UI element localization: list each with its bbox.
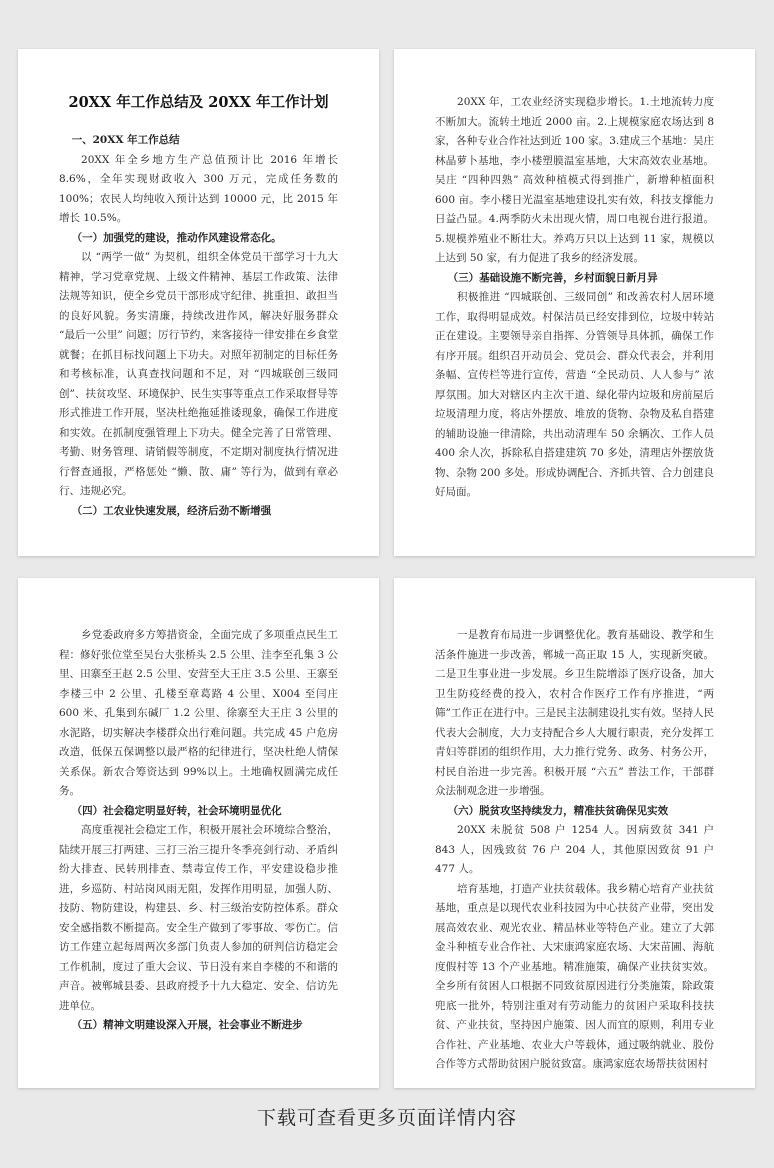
document-page-3	[18, 578, 379, 1088]
subsection-heading: （三）基础设施不断完善，乡村面貌日新月异	[447, 271, 658, 284]
document-page-2	[394, 49, 755, 556]
paragraph: 20XX 年，工农业经济实现稳步增长。1.土地流转力度不断加大。流转土地近 2000 亩。2.上规模家庭农场达到 8 家，各种专业合作社达到近 100 家。3.建成三个基地：吴庄林晶萝卜基地，李小楼塑膜温室基地，大宋高效农业基地。吴庄 “四种四熟” 高效种植模式得到推广，新增种植面积 600 亩。李小楼日光温室基地建设扎实有效，科技支撑能力日益凸显。4.两季防火未出现火情，周口电视台进行报道。5.规模养殖业不断壮大。养鸡万只以上达到 11 家，规模以上达到 50 家，有力促进了我乡的经济发展。	[435, 96, 714, 264]
subsection-heading: （五）精神文明建设深入开展，社会事业不断进步	[71, 1019, 303, 1031]
paragraph: 以 “两学一做” 为契机，组织全体党员干部学习十九大精神，学习党章党规、上级文件精神、基层工作政策、法律法规等知识，使全乡党员干部形成守纪律、挑重担、敢担当的良好风貌。务实清廉，持续改进作风，解决好服务群众 “最后一公里” 问题；厉行节约，来客接待一律安排在乡食堂就餐；在抓目标找问题上下功夫。对照年初制定的目标任务和考核标准，认真查找问题和不足，对 “四城联创三级同创”、扶贫攻坚、环境保护、民生实事等重点工作采取督导等形式推进工作开展，坚决杜绝拖延推诿现象，确保工作进度和实效。在抓制度强管理上下功夫。健全完善了日常管理、考勤、财务管理、请销假等制度，不定期对制度执行情况进行督查通报，严格惩处 “懒、散、庸” 等行为，做到有章必行、违规必究。	[59, 251, 338, 497]
download-more-link[interactable]: 下载可查看更多页面详情内容	[256, 1107, 517, 1129]
paragraph: 培育基地，打造产业扶贫载体。我乡精心培育产业扶贫基地，重点是以现代农业科技园为中心扶贫产业带，突出发展高效农业、观光农业、精品林业等特色产业。建立了大郭金斗种植专业合作社、大宋康鸿家庭农场、大宋苗圃、海航度假村等 13 个产业基地。精准施策，确保产业扶贫实效。全乡所有贫困人口根据不同致贫原因进行分类施策，除政策兜底一批外，特别注重对有劳动能力的贫困户采取科技扶贫、产业扶贫，坚持因户施策、因人而宜的原则，利用专业合作社、产业基地、农业大户等载体，通过吸纳就业、股份合作等方式帮助贫困户脱贫致富。康鸿家庭农场帮扶贫困村	[435, 882, 714, 1070]
paragraph: 20XX 未脱贫 508 户 1254 人。因病致贫 341 户 843 人，因残致贫 76 户 204 人，其他原因致贫 91 户 477 人。	[435, 824, 714, 875]
section-heading: 一、20XX 年工作总结	[71, 134, 180, 146]
paragraph: 一是教育布局进一步调整优化。教育基础设、教学和生活条件施进一步改善，郸城一高正取 15 人，实现新突破。二是卫生事业进一步发展。乡卫生院增添了医疗设备，加大卫生防疫经费的投入，农村合作医疗工作有序推进，“两筛”工作正在进行中。三是民主法制建设扎实有效。坚持人民代表大会制度，大力支持配合乡人大履行职责，充分发挥工青妇等群团的组织作用，大力推行党务、政务、村务公开，村民自治进一步完善。积极开展 “六五” 普法工作，干部群众法制观念进一步增强。	[435, 629, 714, 797]
document-page-1	[18, 49, 379, 556]
subsection-heading: （四）社会稳定明显好转，社会环境明显优化	[71, 804, 282, 817]
paragraph: 20XX 年全乡地方生产总值预计比 2016 年增长 8.6%，全年实现财政收入 300 万元，完成任务数的 100%；农民人均纯收入预计达到 10000 元，比 2015 年增长 10.5%。	[59, 153, 338, 224]
document-title: 20XX 年工作总结及 20XX 年工作计划	[68, 94, 329, 111]
subsection-heading: （二）工农业快速发展，经济后劲不断增强	[71, 504, 272, 517]
paragraph: 高度重视社会稳定工作，积极开展社会环境综合整治，陆续开展三打两建、三打三治三提升冬季亮剑行动、矛盾纠纷大排查、民转刑排查、禁毒宣传工作，平安建设稳步推进，乡巡防、村站岗风雨无阻，发挥作用明显，加强人防、技防、物防建设，构建县、乡、村三级治安防控体系。群众安全感指数不断提高。安全生产做到了零事故、零伤亡。信访工作建立起每周两次多部门负责人参加的研判信访稳定会工作机制，度过了重大会议、节日没有来自李楼的不和谐的声音。被郸城县委、县政府授予十九大稳定、安全、信访先进单位。	[59, 824, 338, 1012]
document-page-4	[394, 578, 755, 1088]
paragraph: 积极推进 “四城联创、三级同创” 和改善农村人居环境工作，取得明显成效。村保洁员已经安排到位，垃圾中转站正在建设。主要领导亲自指挥、分管领导具体抓，确保工作有序开展。组织召开动员会、党员会、群众代表会，并利用条幅、宣传栏等进行宣传，营造 “全民动员、人人参与” 浓厚氛围。加大对辖区内主次干道、绿化带内垃圾和房前屋后垃圾清理力度，将店外摆放、堆放的货物、杂物及私自搭建的辅助设施一律清除，共出动清理车 50 余辆次、工作人员 400 余人次，拆除私自搭建建筑 70 多处，清理店外摆放货物、杂物 200 多处。形成协调配合、齐抓共管、合力创建良好局面。	[435, 291, 714, 498]
subsection-heading: （一）加强党的建设，推动作风建设常态化。	[71, 231, 282, 244]
paragraph: 乡党委政府多方筹措资金，全面完成了多项重点民生工程：修好张位堂至吴台大张桥头 2.5 公里、洼李至孔集 3 公里、田寨至王赵 2.5 公里、安营至大王庄 3.5 公里、王寨至李楼三中 2 公里、孔楼至章葛路 4 公里、X004 至闫庄 600 米、孔集到东碱厂 1.2 公里、徐寨至大王庄 3 公里的水泥路，切实解决李楼群众出行难问题。共完成 45 户危房改造，低保五保调整以最严格的纪律进行，坚决杜绝人情保关系保。新农合筹资达到 99%以上。土地确权圆满完成任务。	[59, 629, 338, 797]
subsection-heading: （六）脱贫攻坚持续发力，精准扶贫确保见实效	[447, 804, 669, 817]
